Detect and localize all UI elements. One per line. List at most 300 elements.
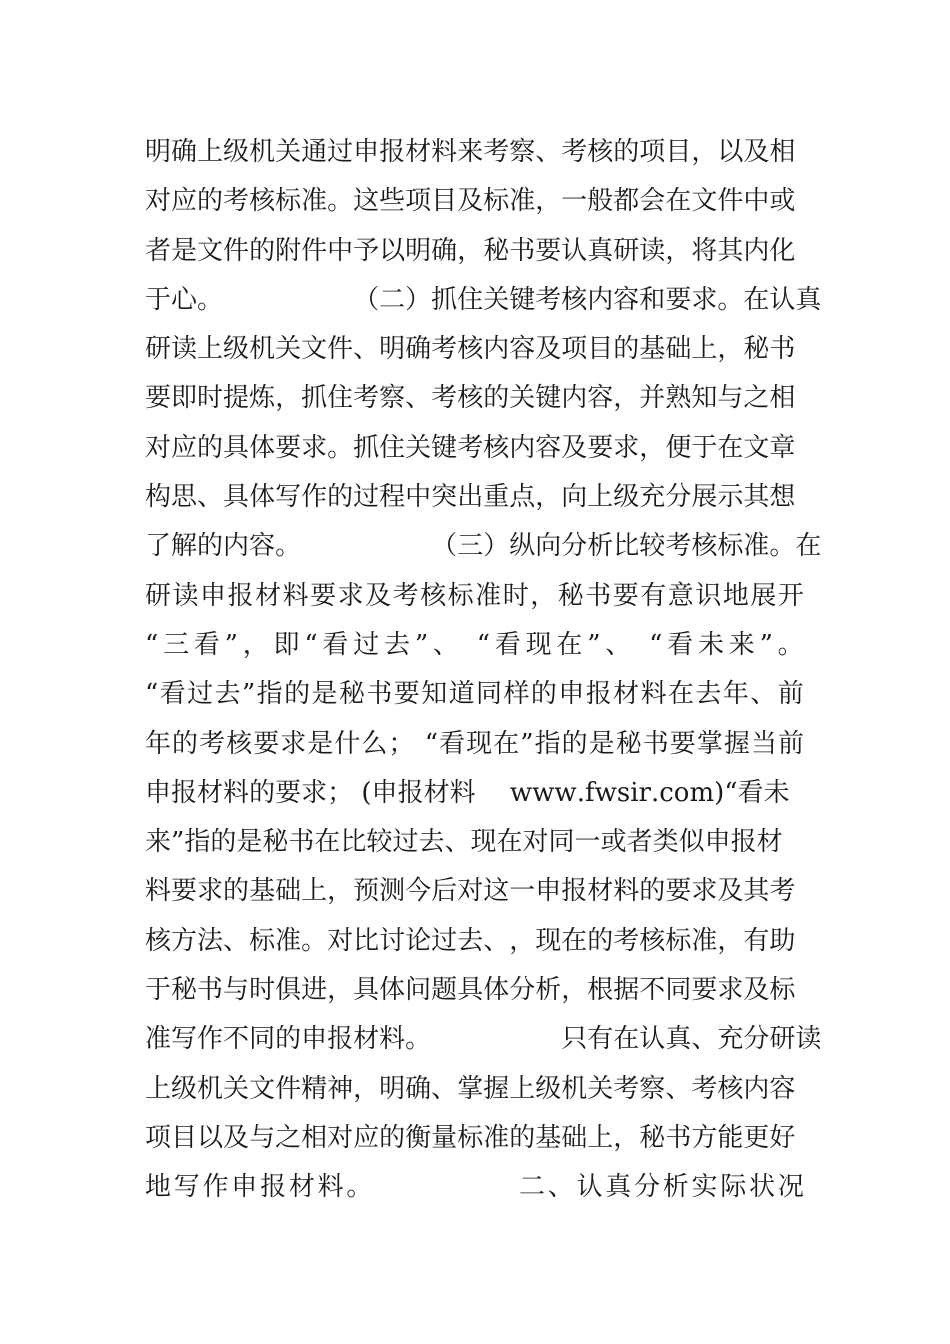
glyph: 去 [418, 827, 445, 858]
glyph: 考 [223, 186, 250, 217]
glyph: 的 [639, 876, 666, 907]
glyph: 书 [665, 1122, 692, 1153]
glyph: 抓 [431, 284, 458, 315]
glyph: 有 [587, 1024, 614, 1055]
glyph [490, 1163, 517, 1212]
glyph: 是 [307, 728, 335, 759]
glyph: 未 [763, 777, 790, 808]
glyph: 进 [301, 975, 328, 1006]
glyph: 准 [475, 580, 503, 611]
glyph: 求 [280, 728, 308, 759]
glyph: ， [639, 432, 666, 463]
glyph: 项 [639, 137, 666, 167]
glyph: 及 [535, 334, 562, 365]
glyph: 书 [288, 827, 315, 858]
body-text [145, 128, 822, 1213]
glyph: 申 [704, 827, 731, 858]
glyph [404, 1163, 431, 1212]
glyph: 及 [743, 137, 770, 167]
glyph: 容 [509, 334, 536, 365]
glyph: 秘 [262, 827, 289, 858]
glyph: 看 [193, 629, 221, 660]
glyph: 握 [723, 728, 751, 759]
glyph: 要 [171, 876, 198, 907]
glyph: 时 [197, 383, 224, 414]
glyph: 及 [457, 186, 484, 217]
glyph: 报 [171, 777, 198, 808]
glyph: 或 [769, 186, 796, 217]
text-line [145, 818, 805, 867]
glyph: 准 [509, 186, 536, 217]
glyph: 目 [587, 334, 614, 365]
glyph: 掌 [696, 728, 724, 759]
glyph: 求 [691, 876, 718, 907]
glyph: ) [714, 777, 725, 808]
glyph: 内 [561, 383, 588, 414]
glyph: 关 [587, 1073, 614, 1104]
glyph: 核 [561, 284, 588, 315]
glyph: 键 [509, 284, 536, 315]
glyph: 的 [284, 679, 312, 710]
glyph: 目 [171, 1122, 198, 1153]
glyph: 体 [483, 975, 510, 1006]
glyph [464, 621, 473, 670]
text-line [145, 621, 805, 670]
glyph: 机 [197, 1073, 224, 1104]
glyph: 以 [197, 1122, 224, 1153]
glyph: 报 [730, 827, 757, 858]
glyph: 不 [639, 975, 666, 1006]
glyph: 核 [249, 186, 276, 217]
glyph: 只 [561, 1024, 588, 1055]
glyph: 报 [561, 876, 588, 907]
glyph: 及 [743, 975, 770, 1006]
glyph: 材 [405, 137, 432, 167]
glyph: 其 [743, 482, 770, 513]
glyph: 础 [665, 334, 692, 365]
glyph: 料 [431, 137, 458, 167]
glyph [375, 1163, 402, 1212]
glyph: 秘 [743, 334, 770, 365]
glyph: 有 [743, 925, 770, 956]
glyph: 据 [613, 975, 640, 1006]
glyph: 应 [171, 186, 198, 217]
glyph: 指 [184, 827, 211, 858]
glyph: 料 [223, 777, 250, 808]
glyph: 根 [587, 975, 614, 1006]
glyph: 考 [561, 137, 588, 167]
glyph: 文 [743, 432, 770, 463]
glyph: 核 [691, 531, 718, 562]
text-line [145, 522, 822, 571]
glyph: 章 [769, 432, 796, 463]
glyph: 识 [695, 580, 723, 611]
glyph: 指 [534, 728, 562, 759]
glyph: 考 [691, 1073, 718, 1104]
glyph: ( [361, 777, 372, 808]
glyph: 求 [337, 580, 365, 611]
glyph: 以 [717, 137, 744, 167]
glyph: 料 [317, 1172, 345, 1203]
glyph: 写 [275, 482, 302, 513]
glyph: 料 [379, 1024, 406, 1055]
glyph: 衡 [405, 1122, 432, 1153]
glyph: 些 [379, 186, 406, 217]
glyph: 。 [327, 186, 354, 217]
glyph: 应 [353, 1122, 380, 1153]
glyph: 考 [457, 432, 484, 463]
glyph: 题 [431, 975, 458, 1006]
glyph: ， [717, 334, 744, 365]
glyph: 中 [743, 186, 770, 217]
glyph: 考 [392, 580, 420, 611]
glyph: ） [483, 531, 510, 562]
glyph: 、 [605, 629, 633, 660]
glyph: “ [724, 777, 738, 808]
glyph: 要 [612, 580, 640, 611]
glyph: 现 [466, 728, 494, 759]
glyph: 内 [223, 531, 250, 562]
glyph: 准 [145, 1024, 172, 1055]
glyph: 展 [691, 482, 718, 513]
glyph: 一 [561, 186, 588, 217]
glyph: 在 [493, 728, 521, 759]
glyph: 要 [669, 728, 697, 759]
glyph: 地 [722, 580, 750, 611]
glyph: 程 [379, 482, 406, 513]
glyph: ， [327, 975, 354, 1006]
glyph: 申 [145, 777, 172, 808]
glyph: 读 [171, 334, 198, 365]
glyph: 容 [587, 383, 614, 414]
glyph: 开 [777, 580, 805, 611]
glyph: 、 [223, 925, 250, 956]
glyph: ” [171, 827, 185, 858]
glyph [636, 621, 645, 670]
glyph: 准 [483, 1122, 510, 1153]
glyph: 熟 [665, 383, 692, 414]
glyph: 具 [457, 975, 484, 1006]
glyph: 书 [509, 235, 536, 266]
glyph: 时 [502, 580, 530, 611]
glyph: 级 [535, 1073, 562, 1104]
glyph: 是 [311, 679, 339, 710]
glyph: w [594, 777, 617, 808]
glyph: 者 [626, 827, 653, 858]
glyph: 申 [535, 876, 562, 907]
glyph: 容 [613, 284, 640, 315]
glyph: 并 [639, 383, 666, 414]
glyph: 握 [483, 1073, 510, 1104]
glyph: 料 [145, 876, 172, 907]
glyph: 或 [600, 827, 627, 858]
glyph: 文 [691, 186, 718, 217]
glyph: 申 [558, 679, 586, 710]
text-line [145, 917, 805, 966]
glyph: 要 [665, 876, 692, 907]
glyph: 研 [613, 235, 640, 266]
glyph: o [673, 777, 690, 808]
glyph: 书 [366, 679, 394, 710]
glyph: ， [691, 137, 718, 167]
text-line [145, 966, 805, 1015]
glyph: 一 [574, 827, 601, 858]
glyph: 基 [249, 876, 276, 907]
glyph: 的 [223, 876, 250, 907]
glyph: 秘 [171, 975, 198, 1006]
glyph: 目 [665, 137, 692, 167]
glyph: 住 [379, 432, 406, 463]
glyph: 料 [449, 777, 476, 808]
glyph: 今 [405, 876, 432, 907]
glyph: 真 [605, 1172, 633, 1203]
glyph: 中 [405, 482, 432, 513]
glyph: 比 [353, 925, 380, 956]
glyph: 材 [288, 1172, 316, 1203]
glyph: “ [145, 679, 160, 710]
glyph: 过 [353, 629, 381, 660]
glyph: 料 [613, 876, 640, 907]
glyph: 方 [171, 925, 198, 956]
glyph: 三 [163, 629, 191, 660]
glyph: 秘 [338, 679, 366, 710]
glyph: 上 [587, 482, 614, 513]
text-line [145, 1015, 822, 1064]
glyph: 认 [561, 235, 588, 266]
glyph: m [689, 777, 715, 808]
glyph: 、 [691, 1024, 718, 1055]
glyph: 关 [275, 334, 302, 365]
text-line [145, 670, 805, 719]
glyph: 察 [639, 1073, 666, 1104]
glyph: 标 [665, 925, 692, 956]
glyph: 在 [668, 679, 696, 710]
glyph: 与 [223, 975, 250, 1006]
glyph: 级 [223, 334, 250, 365]
glyph: 核 [457, 334, 484, 365]
glyph: 化 [769, 235, 796, 266]
glyph: 、 [405, 383, 432, 414]
glyph: 的 [379, 1122, 406, 1153]
glyph [223, 276, 249, 325]
glyph: 更 [743, 1122, 770, 1153]
glyph: 、 [353, 334, 380, 365]
glyph: 考 [613, 925, 640, 956]
glyph: 分 [561, 531, 588, 562]
glyph: 什 [334, 728, 362, 759]
glyph: 件 [223, 235, 250, 266]
glyph: 文 [249, 1073, 276, 1104]
glyph: 分 [509, 975, 536, 1006]
glyph: 读 [639, 235, 666, 266]
glyph: r [638, 777, 651, 808]
glyph: 构 [145, 482, 172, 513]
glyph: 与 [717, 383, 744, 414]
glyph: “ [649, 629, 664, 660]
text-line [145, 1114, 805, 1163]
glyph: 机 [561, 1073, 588, 1104]
glyph: 、 [432, 629, 460, 660]
glyph: 在 [561, 925, 588, 956]
glyph: 确 [405, 334, 432, 365]
glyph: 的 [530, 679, 558, 710]
glyph: 关 [275, 137, 302, 167]
glyph: 。 [717, 284, 744, 315]
glyph: ； [388, 728, 416, 759]
glyph: 即 [273, 629, 301, 660]
glyph: 后 [431, 876, 458, 907]
glyph: 关 [483, 284, 510, 315]
glyph: 料 [640, 679, 668, 710]
glyph: 的 [509, 1122, 536, 1153]
glyph: 具 [353, 975, 380, 1006]
glyph: 认 [576, 1172, 604, 1203]
glyph: 未 [698, 629, 726, 660]
glyph: 及 [717, 876, 744, 907]
glyph [415, 720, 424, 769]
glyph: 书 [585, 580, 613, 611]
glyph: 确 [405, 1073, 432, 1104]
glyph: 讨 [379, 925, 406, 956]
glyph: 上 [145, 1073, 172, 1104]
glyph: 书 [197, 975, 224, 1006]
glyph [431, 1015, 457, 1064]
glyph: 写 [171, 1024, 198, 1055]
glyph: 基 [535, 1122, 562, 1153]
glyph: 核 [420, 580, 448, 611]
glyph: 容 [769, 1073, 796, 1104]
glyph [301, 522, 327, 571]
glyph: 对 [327, 1122, 354, 1153]
glyph: 件 [301, 235, 328, 266]
glyph: 能 [717, 1122, 744, 1153]
glyph: 比 [340, 827, 367, 858]
glyph: 的 [613, 334, 640, 365]
glyph: ； [327, 777, 354, 808]
text-line [145, 374, 805, 423]
glyph: 来 [457, 137, 484, 167]
glyph: 突 [431, 482, 458, 513]
glyph: 、 [547, 1172, 575, 1203]
glyph: w [509, 777, 533, 808]
glyph: 内 [743, 1073, 770, 1104]
glyph: 同 [548, 827, 575, 858]
glyph: 心 [171, 284, 198, 315]
glyph: “ [304, 629, 319, 660]
glyph: 析 [535, 975, 562, 1006]
glyph: 键 [431, 432, 458, 463]
glyph: 考 [353, 383, 380, 414]
text-line [145, 720, 805, 769]
glyph: 秘 [615, 728, 643, 759]
glyph: 来 [145, 827, 172, 858]
glyph: 求 [691, 284, 718, 315]
glyph: w [532, 777, 555, 808]
glyph: ” [241, 679, 257, 710]
glyph: 去 [457, 925, 484, 956]
glyph: 求 [301, 432, 328, 463]
text-line [145, 177, 805, 226]
glyph: i [630, 777, 639, 808]
glyph: 在 [556, 629, 584, 660]
glyph: 似 [678, 827, 705, 858]
glyph: 报 [585, 679, 613, 710]
glyph: 件 [327, 334, 354, 365]
glyph: 三 [457, 531, 484, 562]
glyph: 核 [587, 137, 614, 167]
glyph: 考 [483, 137, 510, 167]
glyph [502, 769, 510, 818]
glyph: 具 [223, 482, 250, 513]
glyph: 标 [717, 531, 744, 562]
glyph: . [576, 777, 585, 808]
glyph: 秘 [557, 580, 585, 611]
glyph: 的 [249, 777, 276, 808]
glyph: 向 [561, 482, 588, 513]
glyph: 的 [587, 925, 614, 956]
glyph [301, 276, 327, 325]
glyph: 这 [483, 876, 510, 907]
glyph: 分 [743, 1024, 770, 1055]
glyph: 在 [717, 432, 744, 463]
glyph: 重 [483, 482, 510, 513]
glyph: 要 [665, 284, 692, 315]
glyph: 、 [197, 482, 224, 513]
glyph: 材 [613, 679, 641, 710]
glyph: ， [613, 383, 640, 414]
glyph: 。 [346, 1172, 374, 1203]
glyph [327, 276, 353, 325]
glyph: 的 [561, 728, 589, 759]
glyph: 予 [353, 235, 380, 266]
glyph: 之 [275, 1122, 302, 1153]
glyph: 申 [353, 137, 380, 167]
text-line [145, 473, 805, 522]
glyph: 上 [301, 876, 328, 907]
glyph: 其 [743, 876, 770, 907]
glyph [483, 1015, 509, 1064]
glyph [275, 276, 301, 325]
glyph: 年 [722, 679, 750, 710]
glyph: （ [431, 531, 458, 562]
glyph: 确 [431, 235, 458, 266]
glyph: 看 [322, 629, 350, 660]
text-line [145, 424, 805, 473]
glyph: 报 [227, 580, 255, 611]
glyph: 便 [665, 432, 692, 463]
glyph: 文 [197, 235, 224, 266]
glyph: 将 [691, 235, 718, 266]
glyph: 要 [310, 580, 338, 611]
text-line [145, 227, 805, 276]
glyph: 时 [249, 975, 276, 1006]
glyph: 体 [249, 432, 276, 463]
glyph: 对 [522, 827, 549, 858]
glyph: 在 [496, 827, 523, 858]
glyph: 精 [301, 1073, 328, 1104]
glyph: 书 [642, 728, 670, 759]
glyph: 础 [561, 1122, 588, 1153]
glyph: 在 [613, 1024, 640, 1055]
glyph: 在 [665, 186, 692, 217]
glyph: 般 [587, 186, 614, 217]
glyph: 项 [145, 1122, 172, 1153]
glyph [433, 1163, 460, 1212]
glyph: 的 [327, 482, 354, 513]
glyph: 有 [640, 580, 668, 611]
glyph: 上 [509, 1073, 536, 1104]
glyph: 准 [691, 925, 718, 956]
